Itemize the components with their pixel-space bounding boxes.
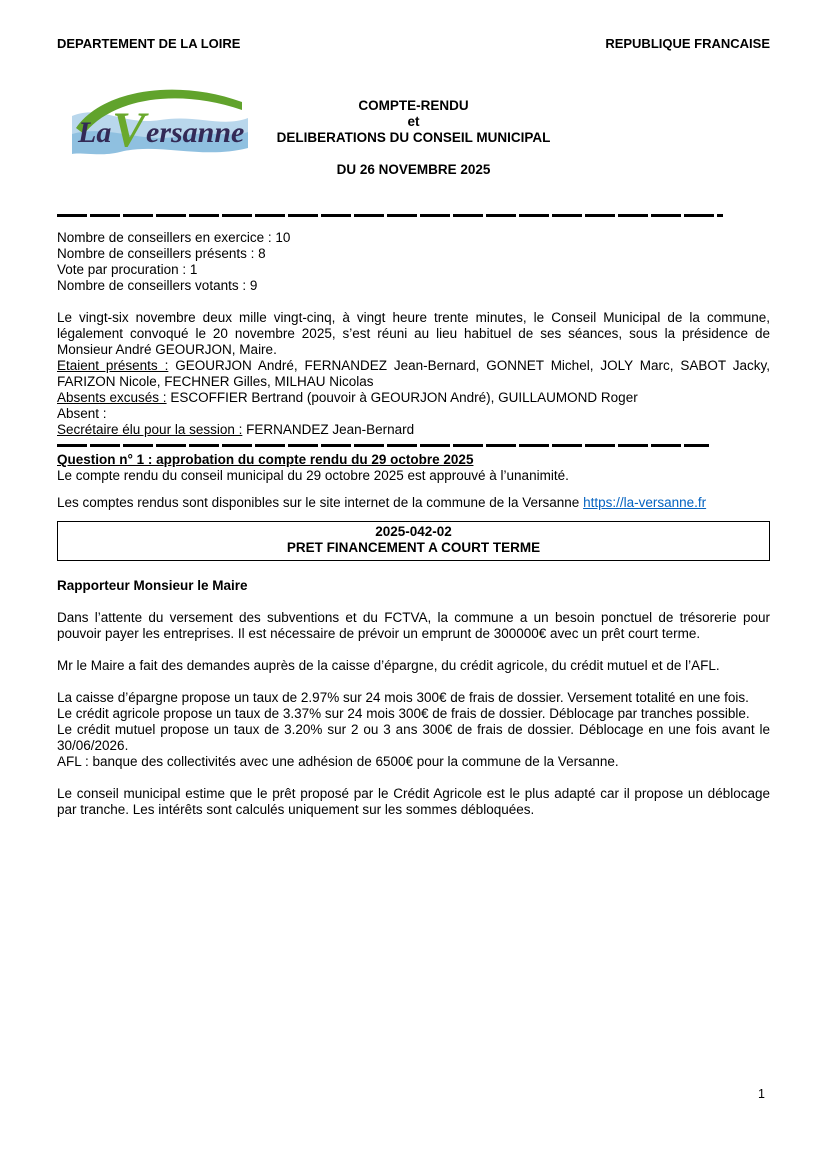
- header-republic: REPUBLIQUE FRANCAISE: [605, 36, 770, 51]
- excuses-line: [57, 390, 770, 406]
- secretaire-line: [57, 422, 770, 438]
- question-1-title: [57, 452, 770, 468]
- logo-text-v: V: [112, 101, 146, 157]
- councillor-counts: [57, 230, 770, 294]
- masthead: [57, 82, 770, 204]
- title-deliberations: DELIBERATIONS DU CONSEIL MUNICIPAL: [276, 130, 551, 145]
- separator-rule-middle: [57, 444, 709, 447]
- loan-options-block: [57, 690, 770, 770]
- secretaire-label: Secrétaire élu pour la session :: [57, 422, 243, 437]
- secretaire-value: FERNANDEZ Jean-Bernard: [242, 422, 415, 437]
- la-versanne-logo: [72, 82, 248, 166]
- session-intro-paragraph: Le vingt-six novembre deux mille vingt-cinq, à vingt heure trente minutes, le Conseil Municipal de la commune, légalement convoqué le 20 novembre 2025, s’est réuni au lieu habituel de ses séances, sous la présidence de Monsieur André GEOURJON, Maire.: [57, 310, 770, 357]
- website-line: [57, 495, 770, 511]
- website-line-text: Les comptes rendus sont disponibles sur le site internet de la commune de la Versanne: [57, 495, 584, 510]
- question-1-section: [57, 452, 770, 511]
- count-presents: Nombre de conseillers présents : 8: [57, 246, 266, 261]
- header-department: DEPARTEMENT DE LA LOIRE: [57, 36, 241, 51]
- excuses-value: ESCOFFIER Bertrand (pouvoir à GEOURJON André), GUILLAUMOND Roger: [166, 390, 638, 405]
- absent-line: [57, 406, 770, 422]
- deliberation-conclusion: Le conseil municipal estime que le prêt proposé par le Crédit Agricole est le plus adapté car il propose un déblocage par tranche. Les intérêts sont calculés uniquement sur les sommes débloquées.: [57, 786, 770, 817]
- la-versanne-logo-svg: [72, 82, 248, 166]
- presents-value: GEOURJON André, FERNANDEZ Jean-Bernard, GONNET Michel, JOLY Marc, SABOT Jacky, FARIZON Nicole, FECHNER Gilles, MILHAU Nicolas: [57, 358, 771, 389]
- deliberation-title: PRET FINANCEMENT A COURT TERME: [286, 540, 541, 555]
- title-date: DU 26 NOVEMBRE 2025: [336, 162, 491, 177]
- deliberation-paragraph-1: Dans l’attente du versement des subventions et du FCTVA, la commune a un besoin ponctuel de trésorerie pour pouvoir payer les entreprises. Il est nécessaire de prévoir un emprunt de 300000€ avec un prêt court terme.: [57, 610, 770, 641]
- session-block: [57, 310, 770, 438]
- logo-text-la: La: [78, 116, 112, 149]
- deliberation-reference: 2025-042-02: [375, 524, 452, 539]
- loan-option-credit-agricole: Le crédit agricole propose un taux de 3.37% sur 24 mois 300€ de frais de dossier. Déblocage par tranches possible.: [57, 706, 750, 721]
- deliberation-paragraph-2: Mr le Maire a fait des demandes auprès de la caisse d’épargne, du crédit agricole, du crédit mutuel et de l’AFL.: [57, 658, 720, 673]
- page-number: 1: [758, 1087, 765, 1101]
- loan-option-caisse-epargne: La caisse d’épargne propose un taux de 2.97% sur 24 mois 300€ de frais de dossier. Versement totalité en une fois.: [57, 690, 749, 705]
- loan-option-afl: AFL : banque des collectivités avec une adhésion de 6500€ pour la commune de la Versanne.: [57, 754, 619, 769]
- question-1-body: Le compte rendu du conseil municipal du 29 octobre 2025 est approuvé à l’unanimité.: [57, 468, 569, 483]
- separator-rule-top: [57, 214, 723, 217]
- count-votants: Nombre de conseillers votants : 9: [57, 278, 258, 293]
- count-procuration: Vote par procuration : 1: [57, 262, 198, 277]
- commune-website-link[interactable]: https://la-versanne.fr: [583, 495, 707, 510]
- title-et: et: [407, 114, 420, 129]
- presents-line: [57, 358, 770, 390]
- absent-label: Absent :: [57, 406, 107, 421]
- loan-option-credit-mutuel: Le crédit mutuel propose un taux de 3.20% sur 2 ou 3 ans 300€ de frais de dossier. Déblocage en une fois avant le 30/06/2026.: [57, 722, 770, 753]
- title-compte-rendu: COMPTE-RENDU: [358, 98, 469, 113]
- rapporteur-line: Rapporteur Monsieur le Maire: [57, 578, 248, 593]
- question-1-title-text: Question n° 1 : approbation du compte rendu du 29 octobre 2025: [57, 452, 474, 467]
- excuses-label: Absents excusés :: [57, 390, 167, 405]
- count-exercice: Nombre de conseillers en exercice : 10: [57, 230, 291, 245]
- logo-text-ersanne: ersanne: [146, 116, 245, 149]
- presents-label: Etaient présents :: [57, 358, 169, 373]
- deliberation-box: [57, 521, 770, 561]
- document-header: [57, 36, 770, 52]
